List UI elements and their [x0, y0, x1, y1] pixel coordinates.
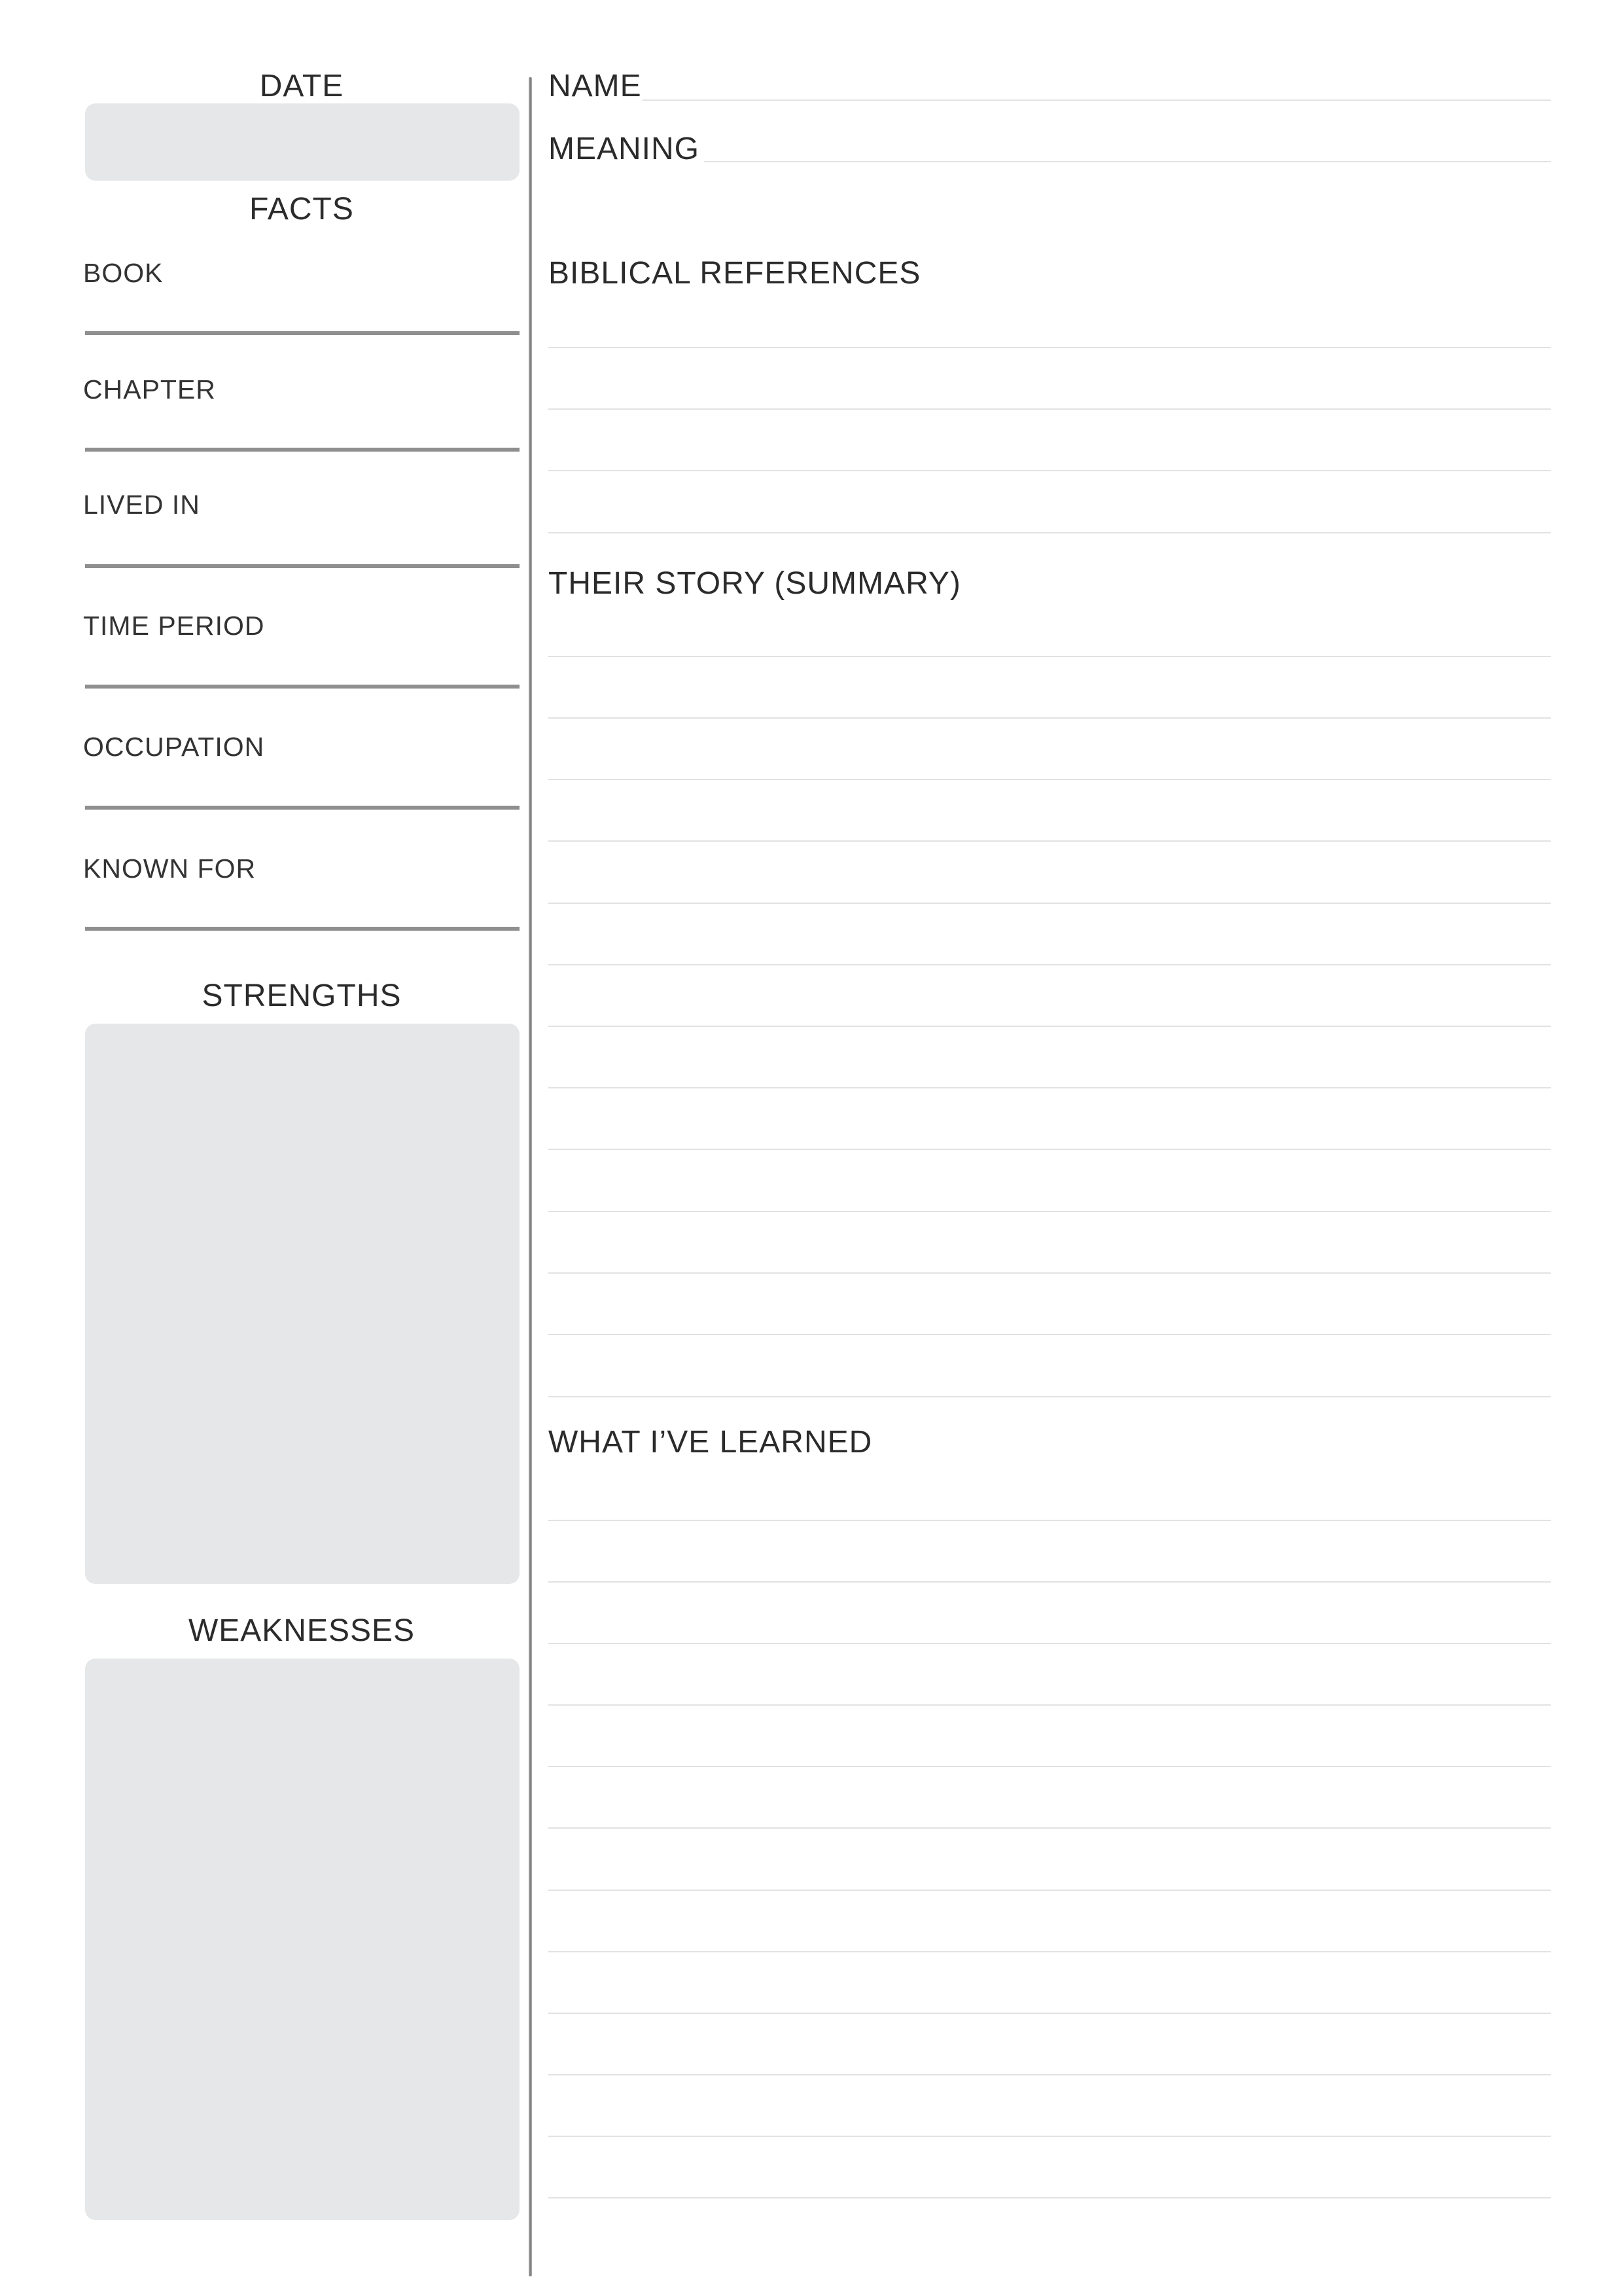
what-ive-learned-heading: WHAT I’VE LEARNED	[548, 1425, 873, 1460]
story-line[interactable]	[548, 964, 1551, 965]
fact-line-time-period[interactable]	[85, 685, 520, 689]
learned-line[interactable]	[548, 1766, 1551, 1767]
fact-line-lived-in[interactable]	[85, 564, 520, 568]
fact-line-book[interactable]	[85, 331, 520, 335]
learned-line[interactable]	[548, 1581, 1551, 1583]
learned-line[interactable]	[548, 1951, 1551, 1952]
learned-line[interactable]	[548, 2136, 1551, 2137]
fact-label-book: BOOK	[83, 258, 164, 288]
facts-heading: FACTS	[249, 192, 354, 226]
story-line[interactable]	[548, 717, 1551, 719]
references-line[interactable]	[548, 532, 1551, 533]
learned-line[interactable]	[548, 2197, 1551, 2198]
fact-line-chapter[interactable]	[85, 448, 520, 452]
fact-label-time-period: TIME PERIOD	[83, 611, 265, 641]
name-line[interactable]	[643, 99, 1551, 101]
story-line[interactable]	[548, 1211, 1551, 1212]
fact-label-known-for: KNOWN FOR	[83, 853, 256, 884]
meaning-line[interactable]	[704, 161, 1551, 162]
story-line[interactable]	[548, 656, 1551, 657]
learned-line[interactable]	[548, 1890, 1551, 1891]
meaning-heading: MEANING	[548, 132, 700, 166]
story-line[interactable]	[548, 1087, 1551, 1088]
learned-line[interactable]	[548, 2013, 1551, 2014]
date-field[interactable]	[85, 103, 520, 181]
story-line[interactable]	[548, 1396, 1551, 1397]
learned-line[interactable]	[548, 1643, 1551, 1644]
references-line[interactable]	[548, 408, 1551, 410]
learned-line[interactable]	[548, 1827, 1551, 1829]
story-line[interactable]	[548, 840, 1551, 842]
fact-label-chapter: CHAPTER	[83, 374, 216, 404]
column-divider	[529, 77, 532, 2276]
story-line[interactable]	[548, 1026, 1551, 1027]
fact-line-occupation[interactable]	[85, 806, 520, 810]
story-line[interactable]	[548, 1149, 1551, 1150]
biblical-references-heading: BIBLICAL REFERENCES	[548, 256, 921, 291]
story-line[interactable]	[548, 1334, 1551, 1335]
strengths-box[interactable]	[85, 1024, 520, 1584]
name-heading: NAME	[548, 69, 642, 103]
fact-line-known-for[interactable]	[85, 927, 520, 931]
references-line[interactable]	[548, 470, 1551, 471]
fact-label-lived-in: LIVED IN	[83, 490, 200, 520]
story-line[interactable]	[548, 1272, 1551, 1274]
learned-line[interactable]	[548, 1704, 1551, 1706]
story-line[interactable]	[548, 779, 1551, 780]
learned-line[interactable]	[548, 2074, 1551, 2075]
weaknesses-heading: WEAKNESSES	[188, 1613, 415, 1648]
references-line[interactable]	[548, 347, 1551, 348]
strengths-heading: STRENGTHS	[202, 978, 402, 1013]
story-line[interactable]	[548, 903, 1551, 904]
learned-line[interactable]	[548, 1520, 1551, 1521]
their-story-heading: THEIR STORY (SUMMARY)	[548, 566, 961, 601]
fact-label-occupation: OCCUPATION	[83, 732, 265, 762]
weaknesses-box[interactable]	[85, 1659, 520, 2220]
date-heading: DATE	[259, 69, 344, 103]
